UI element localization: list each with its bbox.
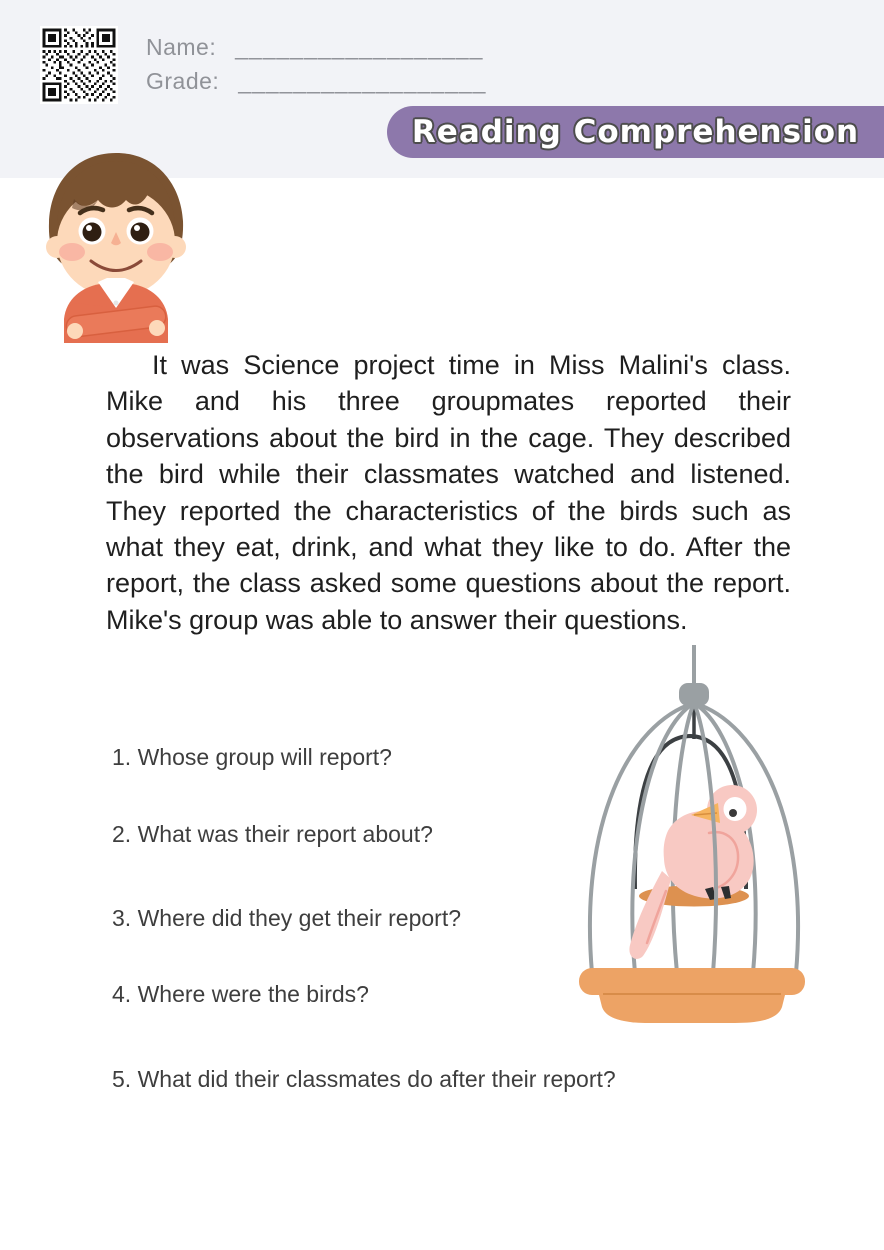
question-5: 5. What did their classmates do after their report? [112,1066,616,1092]
grade-blank-line[interactable]: __________________ [238,68,487,94]
question-4: 4. Where were the birds? [112,981,369,1007]
grade-row [146,64,486,98]
birdcage-svg [567,643,817,1023]
name-blank-line[interactable]: __________________ [235,34,484,60]
question-1: 1. Whose group will report? [112,744,392,770]
name-row [146,30,486,64]
title-banner [387,106,884,158]
student-id-block [146,30,486,98]
qr-code-icon [40,26,118,104]
question-3: 3. Where did they get their report? [112,905,462,931]
boy-illustration [30,147,202,343]
boy-svg [30,147,202,343]
grade-label: Grade: [146,68,220,94]
page-title: Reading Comprehension [411,114,860,150]
name-label: Name: [146,34,217,60]
qr-code-svg [40,26,118,104]
pink-bird [629,785,757,959]
birdcage-illustration [567,643,817,1023]
cage-base [579,968,805,1023]
question-2: 2. What was their report about? [112,821,433,847]
passage-text: It was Science project time in Miss Malini's class. Mike and his three groupmates reported their observations about the bird in the cage. They described the bird while their classmates watched and listened. They reported the characteristics of the birds such as what they eat, drink, and what they like to do. After the report, the class asked some questions about the report. Mike's group was able to answer their questions. [106,350,791,635]
